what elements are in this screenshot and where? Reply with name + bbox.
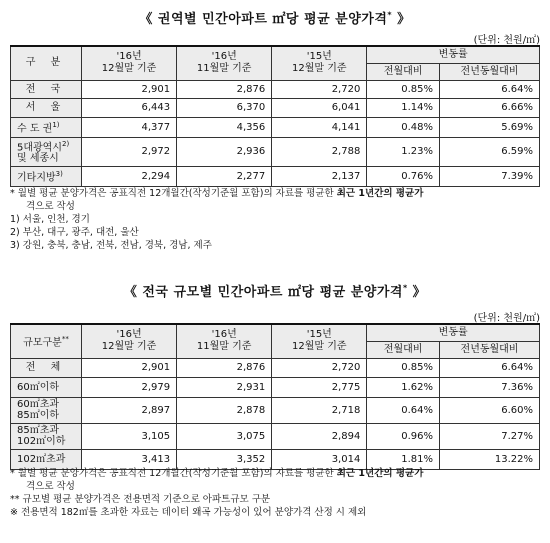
section2-title-close: 》 [407,285,427,300]
table-row [11,117,540,137]
cell-value: 7.27% [440,423,540,449]
header-col3: '15년 12월말 기준 [272,46,367,80]
header-col2: '16년 11월말 기준 [177,46,272,80]
section2-title-mark: * [402,283,408,293]
cell-value: 2,894 [272,423,367,449]
cell-value: 2,876 [177,80,272,98]
row-label: 전 국 [11,80,82,98]
table-row [11,80,540,98]
section1-title-text: 《 권역별 민간아파트 ㎡당 평균 분양가격 [139,12,388,27]
note-line: * 월별 평균 분양가격은 공표직전 12개월간(작성기준월 포함)의 자료를 평균한 최근 1년간의 평균가 [10,188,424,199]
section1-unit: (단위: 천원/㎡) [473,35,540,46]
note-line: 1) 서울, 인천, 경기 [10,214,90,225]
cell-value: 6,370 [177,98,272,117]
header-yoy: 전년동월대비 [440,63,540,80]
header-mom: 전월대비 [367,341,440,358]
cell-value: 4,377 [82,117,177,137]
cell-value: 2,294 [82,166,177,186]
cell-value: 2,936 [177,137,272,166]
table-row [11,423,540,449]
cell-value: 2,979 [82,377,177,397]
header-col2: '16년 11월말 기준 [177,324,272,358]
cell-value: 2,720 [272,80,367,98]
cell-value: 3,075 [177,423,272,449]
cell-value: 0.48% [367,117,440,137]
header-col1: '16년 12월말 기준 [82,46,177,80]
row-label: 102㎡초과 [11,449,82,469]
section2-title-text: 《 전국 규모별 민간아파트 ㎡당 평균 분양가격 [123,285,403,300]
table-row [11,377,540,397]
cell-value: 5.69% [440,117,540,137]
cell-value: 2,972 [82,137,177,166]
row-label: 5대광역시$^{2)}$ 및 세종시 [11,137,82,166]
cell-value: 6.66% [440,98,540,117]
section1-title-close: 》 [392,12,411,27]
note-line: 격으로 작성 [26,201,75,212]
cell-value: 7.39% [440,166,540,186]
header-region: 구 분 [11,46,82,80]
header-col1: '16년 12월말 기준 [82,324,177,358]
cell-value: 0.96% [367,423,440,449]
note-line: * 월별 평균 분양가격은 공표직전 12개월간(작성기준월 포함)의 자료를 평균한 최근 1년간의 평균가 [10,468,424,479]
cell-value: 3,413 [82,449,177,469]
cell-value: 3,014 [272,449,367,469]
cell-value: 6.60% [440,397,540,423]
cell-value: 2,931 [177,377,272,397]
cell-value: 2,897 [82,397,177,423]
table-row [11,137,540,166]
row-label: 85㎡초과 102㎡이하 [11,423,82,449]
section2-title [0,281,550,300]
table-row [11,397,540,423]
note-line: 2) 부산, 대구, 광주, 대전, 울산 [10,227,139,238]
row-label: 수 도 권$^{1)}$ [11,117,82,137]
note-line: ※ 전용면적 182㎡를 초과한 자료는 데이터 왜곡 가능성이 있어 분양가격 산정 시 제외 [10,507,367,518]
cell-value: 2,277 [177,166,272,186]
row-label: 서 울 [11,98,82,117]
cell-value: 2,720 [272,358,367,377]
table-row [11,166,540,186]
cell-value: 0.85% [367,358,440,377]
cell-value: 2,137 [272,166,367,186]
note-line: ** 규모별 평균 분양가격은 전용면적 기준으로 아파트규모 구분 [10,494,271,505]
header-yoy: 전년동월대비 [440,341,540,358]
section2-table [10,323,540,470]
cell-value: 6.64% [440,358,540,377]
header-change: 변동률 [367,324,540,341]
cell-value: 6.59% [440,137,540,166]
cell-value: 2,788 [272,137,367,166]
cell-value: 2,901 [82,80,177,98]
header-mom: 전월대비 [367,63,440,80]
cell-value: 3,352 [177,449,272,469]
note-line: 3) 강원, 충북, 충남, 전북, 전남, 경북, 경남, 제주 [10,240,212,251]
cell-value: 0.64% [367,397,440,423]
table-row [11,449,540,469]
section1-notes [10,187,545,252]
cell-value: 2,718 [272,397,367,423]
cell-value: 2,775 [272,377,367,397]
cell-value: 4,356 [177,117,272,137]
cell-value: 0.76% [367,166,440,186]
cell-value: 2,901 [82,358,177,377]
header-col3: '15년 12월말 기준 [272,324,367,358]
row-label: 60㎡이하 [11,377,82,397]
section1-title-mark: * [387,10,393,20]
header-change: 변동률 [367,46,540,63]
cell-value: 2,878 [177,397,272,423]
note-line: 격으로 작성 [26,481,75,492]
cell-value: 6.64% [440,80,540,98]
cell-value: 0.85% [367,80,440,98]
section2-notes [10,467,545,519]
cell-value: 6,041 [272,98,367,117]
section1-title [0,8,550,27]
cell-value: 4,141 [272,117,367,137]
row-label: 60㎡초과 85㎡이하 [11,397,82,423]
section2-unit: (단위: 천원/㎡) [473,313,540,324]
section1-table [10,45,540,187]
table-row [11,98,540,117]
header-category: 규모구분** [11,324,82,358]
cell-value: 13.22% [440,449,540,469]
row-label: 전 체 [11,358,82,377]
cell-value: 1.62% [367,377,440,397]
cell-value: 7.36% [440,377,540,397]
row-label: 기타지방$^{3)}$ [11,166,82,186]
cell-value: 1.23% [367,137,440,166]
table-row [11,358,540,377]
cell-value: 1.81% [367,449,440,469]
cell-value: 2,876 [177,358,272,377]
cell-value: 6,443 [82,98,177,117]
cell-value: 1.14% [367,98,440,117]
cell-value: 3,105 [82,423,177,449]
